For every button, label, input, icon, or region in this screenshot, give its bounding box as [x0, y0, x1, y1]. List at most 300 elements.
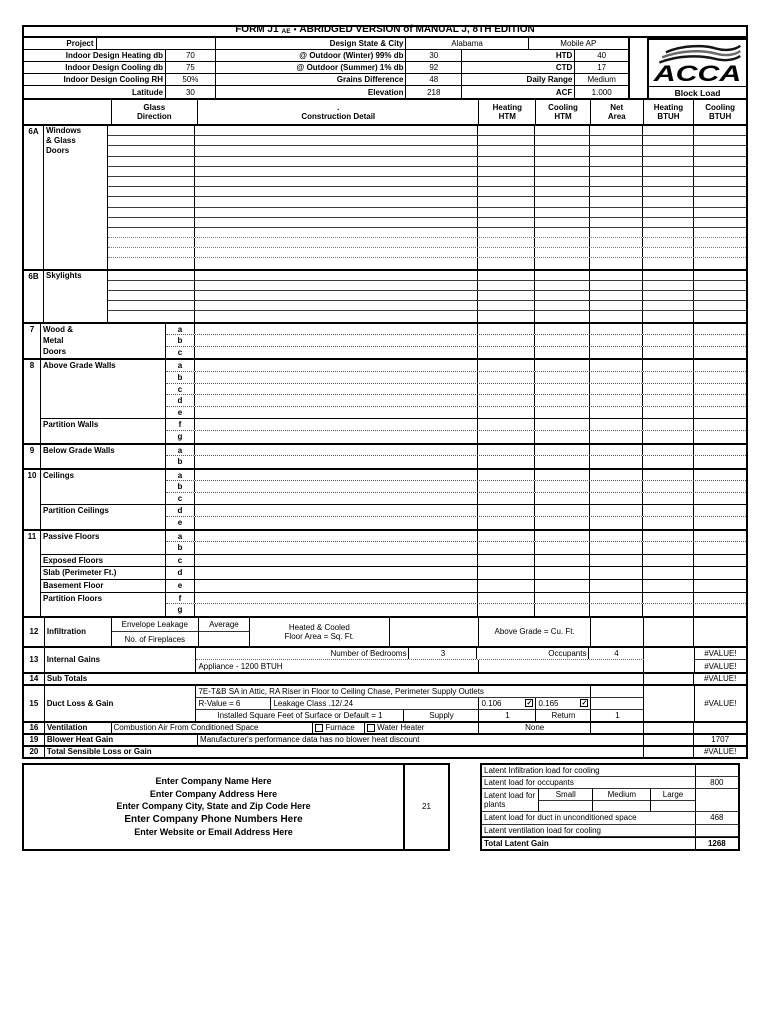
heating-btuh-cell[interactable] — [643, 531, 694, 542]
heating-btuh-cell[interactable] — [644, 618, 695, 646]
heating-btuh-cell[interactable] — [644, 735, 695, 745]
heating-htm-cell[interactable] — [478, 311, 535, 321]
net-area-cell[interactable] — [590, 431, 643, 443]
glass-direction-cell[interactable] — [108, 291, 195, 300]
floor-area-value-field[interactable] — [390, 618, 479, 646]
heating-btuh-cell[interactable] — [643, 493, 694, 505]
heating-htm-cell[interactable] — [478, 238, 535, 247]
construction-detail-cell[interactable] — [195, 360, 478, 371]
construction-detail-cell[interactable] — [195, 517, 478, 529]
net-area-cell[interactable] — [590, 580, 643, 592]
cooling-btuh-cell[interactable] — [694, 493, 746, 505]
construction-detail-cell[interactable] — [195, 567, 478, 579]
cooling-btuh-cell[interactable] — [694, 347, 746, 359]
header-value-field[interactable]: 48 — [406, 74, 462, 85]
cooling-htm-cell[interactable] — [535, 197, 590, 206]
header-value-field[interactable]: 50% — [166, 74, 216, 85]
heating-htm-cell[interactable] — [478, 542, 535, 554]
project-value-field[interactable] — [97, 38, 216, 49]
heating-htm-cell[interactable] — [478, 470, 535, 481]
heating-htm-cell[interactable] — [478, 567, 535, 579]
construction-detail-cell[interactable] — [195, 187, 478, 196]
heating-htm-cell[interactable] — [478, 324, 535, 335]
construction-detail-cell[interactable] — [195, 580, 478, 592]
construction-detail-cell[interactable] — [195, 395, 478, 406]
heating-btuh-cell[interactable] — [643, 407, 694, 419]
heating-htm-cell[interactable] — [478, 136, 535, 145]
cooling-htm-cell[interactable] — [535, 384, 590, 395]
glass-direction-cell[interactable] — [108, 208, 195, 217]
plant-size-large-field[interactable] — [651, 801, 694, 812]
plant-size-medium-field[interactable] — [593, 801, 650, 812]
heating-btuh-cell[interactable] — [643, 311, 694, 321]
glass-direction-cell[interactable] — [108, 238, 195, 247]
header-value-field[interactable]: 40 — [597, 51, 607, 60]
cooling-htm-cell[interactable] — [535, 157, 590, 166]
cooling-btuh-cell[interactable] — [694, 291, 746, 300]
cooling-btuh-cell[interactable] — [694, 228, 746, 237]
heating-htm-cell[interactable] — [478, 157, 535, 166]
net-area-cell[interactable] — [590, 324, 643, 335]
cooling-htm-cell[interactable] — [535, 218, 590, 227]
heating-htm-cell[interactable] — [478, 177, 535, 186]
heating-htm-cell[interactable] — [478, 281, 535, 290]
heating-htm-cell[interactable] — [478, 593, 535, 604]
cooling-btuh-cell[interactable] — [694, 580, 746, 592]
heating-htm-cell[interactable] — [478, 271, 535, 280]
construction-detail-cell[interactable] — [195, 197, 478, 206]
heating-btuh-cell[interactable] — [643, 470, 694, 481]
cooling-htm-cell[interactable] — [535, 248, 590, 257]
net-area-cell[interactable] — [590, 481, 643, 492]
heating-btuh-cell[interactable] — [643, 281, 694, 290]
heating-btuh-cell[interactable] — [643, 481, 694, 492]
heating-btuh-cell[interactable] — [643, 445, 694, 456]
heating-btuh-cell[interactable] — [643, 291, 694, 300]
ventilation-none-value[interactable]: None — [479, 723, 590, 733]
city-value-field[interactable]: Mobile AP — [560, 39, 597, 48]
heating-btuh-cell[interactable] — [643, 136, 694, 145]
net-area-cell[interactable] — [590, 177, 643, 186]
net-area-cell[interactable] — [590, 238, 643, 247]
cooling-btuh-cell[interactable] — [694, 360, 746, 371]
heating-btuh-cell[interactable] — [643, 197, 694, 206]
cooling-htm-cell[interactable] — [535, 258, 590, 268]
heating-factor-checkbox[interactable]: ✓ — [526, 699, 533, 707]
plant-size-small-field[interactable] — [539, 801, 592, 812]
construction-detail-cell[interactable] — [195, 470, 478, 481]
heating-htm-cell[interactable] — [478, 493, 535, 505]
construction-detail-cell[interactable] — [195, 456, 478, 468]
heating-htm-cell[interactable] — [478, 431, 535, 443]
heating-htm-cell[interactable] — [478, 187, 535, 196]
heating-btuh-cell[interactable] — [643, 419, 694, 430]
company-line[interactable]: Enter Company Name Here — [155, 776, 272, 787]
heating-htm-cell[interactable] — [478, 407, 535, 419]
net-area-cell[interactable] — [590, 372, 643, 383]
cooling-htm-cell[interactable] — [535, 372, 590, 383]
construction-detail-cell[interactable] — [195, 258, 478, 268]
heating-htm-cell[interactable] — [478, 258, 535, 268]
cooling-btuh-cell[interactable] — [694, 372, 746, 383]
cooling-htm-cell[interactable] — [535, 208, 590, 217]
net-area-cell[interactable] — [590, 291, 643, 300]
cooling-htm-cell[interactable] — [535, 456, 590, 468]
heating-btuh-cell[interactable] — [643, 324, 694, 335]
glass-direction-cell[interactable] — [108, 281, 195, 290]
heating-btuh-cell[interactable] — [643, 456, 694, 468]
net-area-cell[interactable] — [590, 167, 643, 176]
heating-btuh-cell[interactable] — [643, 567, 694, 579]
cooling-btuh-cell[interactable] — [694, 248, 746, 257]
cooling-btuh-cell[interactable] — [694, 258, 746, 268]
net-area-cell[interactable] — [590, 258, 643, 268]
cooling-btuh-cell[interactable] — [694, 187, 746, 196]
fireplaces-value-field[interactable] — [199, 632, 249, 646]
glass-direction-cell[interactable] — [108, 136, 195, 145]
cooling-btuh-cell[interactable] — [694, 542, 746, 554]
duct-blank-cell[interactable] — [591, 698, 644, 709]
construction-detail-cell[interactable] — [195, 384, 478, 395]
cooling-btuh-cell[interactable] — [694, 604, 746, 616]
cooling-htm-cell[interactable] — [535, 593, 590, 604]
construction-detail-cell[interactable] — [195, 136, 478, 145]
net-area-cell[interactable] — [590, 248, 643, 257]
construction-detail-cell[interactable] — [195, 157, 478, 166]
glass-direction-cell[interactable] — [108, 248, 195, 257]
heating-btuh-cell[interactable] — [643, 126, 694, 135]
heating-htm-cell[interactable] — [478, 456, 535, 468]
company-line[interactable]: Enter Company Address Here — [149, 788, 278, 799]
cooling-htm-cell[interactable] — [535, 531, 590, 542]
glass-direction-cell[interactable] — [108, 177, 195, 186]
cooling-btuh-cell[interactable] — [694, 126, 746, 135]
net-area-cell[interactable] — [590, 126, 643, 135]
net-area-cell[interactable] — [590, 218, 643, 227]
net-area-cell[interactable] — [590, 531, 643, 542]
construction-detail-cell[interactable] — [195, 593, 478, 604]
cooling-btuh-cell[interactable] — [694, 505, 746, 516]
leakage-value-field[interactable]: Average — [199, 618, 249, 633]
net-area-cell[interactable] — [590, 347, 643, 359]
cooling-htm-cell[interactable] — [535, 542, 590, 554]
heating-btuh-cell[interactable] — [644, 648, 694, 672]
header-value-field[interactable]: 17 — [597, 63, 607, 72]
cooling-htm-cell[interactable] — [535, 431, 590, 443]
cooling-htm-cell[interactable] — [535, 291, 590, 300]
net-area-cell[interactable] — [590, 445, 643, 456]
net-area-cell[interactable] — [590, 407, 643, 419]
bedrooms-value-field[interactable]: 3 — [409, 648, 477, 660]
cooling-btuh-cell[interactable] — [694, 567, 746, 579]
heating-btuh-cell[interactable] — [644, 674, 695, 684]
construction-detail-cell[interactable] — [195, 218, 478, 227]
cooling-btuh-cell[interactable] — [694, 167, 746, 176]
heating-htm-cell[interactable] — [478, 505, 535, 516]
heating-htm-cell[interactable] — [478, 301, 535, 310]
net-area-cell[interactable] — [590, 456, 643, 468]
cooling-btuh-cell[interactable] — [694, 431, 746, 443]
heating-htm-cell[interactable] — [478, 445, 535, 456]
cooling-btuh-cell[interactable] — [694, 324, 746, 335]
heating-htm-cell[interactable] — [478, 481, 535, 492]
construction-detail-cell[interactable] — [195, 505, 478, 516]
cooling-htm-cell[interactable] — [535, 311, 590, 321]
glass-direction-cell[interactable] — [108, 167, 195, 176]
glass-direction-cell[interactable] — [108, 271, 195, 280]
construction-detail-cell[interactable] — [195, 228, 478, 237]
net-area-cell[interactable] — [590, 301, 643, 310]
construction-detail-cell[interactable] — [195, 445, 478, 456]
glass-direction-cell[interactable] — [108, 311, 195, 321]
net-area-cell[interactable] — [591, 723, 644, 733]
net-area-cell[interactable] — [590, 470, 643, 481]
glass-direction-cell[interactable] — [108, 126, 195, 135]
heating-htm-cell[interactable] — [478, 335, 535, 346]
heating-btuh-cell[interactable] — [644, 723, 695, 733]
cooling-btuh-cell[interactable] — [694, 208, 746, 217]
glass-direction-cell[interactable] — [108, 258, 195, 268]
cooling-htm-cell[interactable] — [535, 271, 590, 280]
heating-btuh-cell[interactable] — [643, 347, 694, 359]
heating-btuh-cell[interactable] — [644, 747, 695, 757]
heating-btuh-cell[interactable] — [643, 301, 694, 310]
construction-detail-cell[interactable] — [195, 177, 478, 186]
company-line[interactable]: Enter Company City, State and Zip Code Here — [116, 801, 311, 812]
latent-infiltration-value-field[interactable] — [696, 765, 738, 776]
cooling-btuh-cell[interactable] — [694, 407, 746, 419]
header-value-field[interactable]: 75 — [166, 62, 216, 73]
cooling-htm-cell[interactable] — [535, 347, 590, 359]
latent-ventilation-value-field[interactable] — [696, 825, 738, 836]
net-area-cell[interactable] — [590, 360, 643, 371]
construction-detail-cell[interactable] — [195, 531, 478, 542]
cooling-htm-cell[interactable] — [535, 481, 590, 492]
cooling-btuh-cell[interactable] — [694, 177, 746, 186]
cooling-htm-cell[interactable] — [535, 517, 590, 529]
construction-detail-cell[interactable] — [195, 431, 478, 443]
heating-btuh-cell[interactable] — [643, 431, 694, 443]
cooling-htm-cell[interactable] — [535, 324, 590, 335]
cooling-btuh-cell[interactable] — [694, 335, 746, 346]
net-area-cell[interactable] — [590, 493, 643, 505]
net-area-cell[interactable] — [590, 335, 643, 346]
construction-detail-cell[interactable] — [195, 281, 478, 290]
construction-detail-cell[interactable] — [195, 555, 478, 567]
cooling-btuh-cell[interactable] — [694, 419, 746, 430]
cooling-btuh-cell[interactable] — [694, 301, 746, 310]
cooling-htm-cell[interactable] — [535, 445, 590, 456]
net-area-cell[interactable] — [590, 271, 643, 280]
heating-btuh-cell[interactable] — [643, 580, 694, 592]
construction-detail-cell[interactable] — [195, 291, 478, 300]
duct-blank-cell[interactable] — [591, 686, 644, 697]
water-heater-checkbox[interactable] — [367, 724, 375, 732]
cooling-btuh-cell[interactable] — [694, 238, 746, 247]
heating-btuh-cell[interactable] — [643, 360, 694, 371]
heating-btuh-cell[interactable] — [643, 177, 694, 186]
cooling-btuh-cell[interactable] — [694, 555, 746, 567]
construction-detail-cell[interactable] — [195, 493, 478, 505]
cooling-htm-cell[interactable] — [535, 555, 590, 567]
net-area-cell[interactable] — [590, 208, 643, 217]
supply-value-field[interactable]: 1 — [479, 710, 536, 721]
net-area-cell[interactable] — [590, 542, 643, 554]
cooling-btuh-cell[interactable] — [694, 136, 746, 145]
heating-btuh-cell[interactable] — [643, 258, 694, 268]
net-area-cell[interactable] — [590, 604, 643, 616]
glass-direction-cell[interactable] — [108, 187, 195, 196]
heating-htm-cell[interactable] — [478, 580, 535, 592]
cooling-btuh-cell[interactable] — [694, 197, 746, 206]
heating-htm-cell[interactable] — [478, 126, 535, 135]
glass-direction-cell[interactable] — [108, 146, 195, 155]
net-area-cell[interactable] — [590, 593, 643, 604]
heating-htm-cell[interactable] — [478, 372, 535, 383]
heating-htm-cell[interactable] — [478, 531, 535, 542]
heating-btuh-cell[interactable] — [643, 238, 694, 247]
heating-htm-cell[interactable] — [478, 517, 535, 529]
heating-btuh-cell[interactable] — [643, 167, 694, 176]
heating-htm-cell[interactable] — [478, 218, 535, 227]
cooling-btuh-cell[interactable] — [694, 395, 746, 406]
net-area-cell[interactable] — [590, 517, 643, 529]
heating-btuh-cell[interactable] — [643, 505, 694, 516]
heating-htm-cell[interactable] — [478, 419, 535, 430]
header-value-field[interactable]: 70 — [166, 50, 216, 61]
heating-btuh-cell[interactable] — [644, 686, 694, 721]
net-area-cell[interactable] — [590, 395, 643, 406]
net-area-cell[interactable] — [590, 157, 643, 166]
construction-detail-cell[interactable] — [195, 324, 478, 335]
net-area-cell[interactable] — [590, 281, 643, 290]
return-value-field[interactable]: 1 — [591, 710, 644, 721]
glass-direction-cell[interactable] — [108, 301, 195, 310]
cooling-htm-cell[interactable] — [535, 136, 590, 145]
heating-btuh-cell[interactable] — [643, 372, 694, 383]
state-value-field[interactable]: Alabama — [406, 38, 528, 49]
construction-detail-cell[interactable] — [195, 604, 478, 616]
heating-htm-cell[interactable] — [478, 555, 535, 567]
net-area-cell[interactable] — [590, 228, 643, 237]
construction-detail-cell[interactable] — [195, 335, 478, 346]
glass-direction-cell[interactable] — [108, 218, 195, 227]
cooling-htm-cell[interactable] — [535, 281, 590, 290]
header-value-field[interactable]: 1.000 — [591, 87, 612, 97]
net-area-cell[interactable] — [591, 618, 644, 646]
glass-direction-cell[interactable] — [108, 228, 195, 237]
cooling-htm-cell[interactable] — [535, 187, 590, 196]
header-value-field[interactable]: 30 — [406, 50, 462, 61]
cooling-htm-cell[interactable] — [535, 301, 590, 310]
cooling-btuh-cell[interactable] — [694, 470, 746, 481]
heating-btuh-cell[interactable] — [643, 271, 694, 280]
construction-detail-cell[interactable] — [195, 542, 478, 554]
cooling-htm-cell[interactable] — [535, 395, 590, 406]
cooling-btuh-cell[interactable] — [694, 311, 746, 321]
header-value-field[interactable]: 30 — [166, 86, 216, 98]
latent-plants-value-field[interactable] — [696, 789, 738, 811]
cooling-htm-cell[interactable] — [535, 567, 590, 579]
net-area-cell[interactable] — [590, 505, 643, 516]
heating-btuh-cell[interactable] — [643, 208, 694, 217]
cooling-htm-cell[interactable] — [535, 177, 590, 186]
heating-btuh-cell[interactable] — [643, 542, 694, 554]
heating-htm-cell[interactable] — [478, 167, 535, 176]
construction-detail-cell[interactable] — [195, 311, 478, 321]
heating-htm-cell[interactable] — [478, 384, 535, 395]
heating-btuh-cell[interactable] — [643, 517, 694, 529]
construction-detail-cell[interactable] — [195, 167, 478, 176]
construction-detail-cell[interactable] — [195, 126, 478, 135]
heating-htm-cell[interactable] — [478, 146, 535, 155]
heating-btuh-cell[interactable] — [643, 604, 694, 616]
cooling-htm-cell[interactable] — [535, 167, 590, 176]
cooling-htm-cell[interactable] — [535, 407, 590, 419]
construction-detail-cell[interactable] — [195, 238, 478, 247]
occupants-value-field[interactable]: 4 — [589, 648, 644, 660]
heating-btuh-cell[interactable] — [643, 187, 694, 196]
heating-htm-cell[interactable] — [478, 208, 535, 217]
construction-detail-cell[interactable] — [195, 372, 478, 383]
heating-btuh-cell[interactable] — [643, 248, 694, 257]
glass-direction-cell[interactable] — [108, 157, 195, 166]
construction-detail-cell[interactable] — [195, 248, 478, 257]
heating-btuh-cell[interactable] — [643, 335, 694, 346]
cooling-btuh-cell[interactable] — [694, 218, 746, 227]
heating-htm-cell[interactable] — [478, 347, 535, 359]
header-value-field[interactable]: 218 — [406, 86, 462, 98]
construction-detail-cell[interactable] — [195, 271, 478, 280]
cooling-btuh-cell[interactable] — [694, 384, 746, 395]
header-value-field[interactable]: Medium — [587, 75, 616, 84]
heating-htm-cell[interactable] — [478, 360, 535, 371]
construction-detail-cell[interactable] — [195, 481, 478, 492]
heating-btuh-cell[interactable] — [643, 218, 694, 227]
net-area-cell[interactable] — [590, 187, 643, 196]
cooling-btuh-cell[interactable] — [694, 146, 746, 155]
heating-btuh-cell[interactable] — [643, 228, 694, 237]
heating-btuh-cell[interactable] — [643, 157, 694, 166]
cooling-btuh-cell[interactable] — [694, 618, 746, 646]
net-area-cell[interactable] — [590, 311, 643, 321]
heating-btuh-cell[interactable] — [643, 555, 694, 567]
net-area-cell[interactable] — [590, 197, 643, 206]
construction-detail-cell[interactable] — [195, 407, 478, 419]
construction-detail-cell[interactable] — [195, 301, 478, 310]
glass-direction-cell[interactable] — [108, 197, 195, 206]
heating-htm-cell[interactable] — [478, 197, 535, 206]
net-area-cell[interactable] — [590, 567, 643, 579]
company-line[interactable]: Enter Company Phone Numbers Here — [124, 813, 303, 825]
cooling-btuh-cell[interactable] — [694, 445, 746, 456]
appliance-value-field[interactable] — [479, 660, 644, 672]
heating-btuh-cell[interactable] — [643, 395, 694, 406]
net-area-cell[interactable] — [590, 419, 643, 430]
cooling-htm-cell[interactable] — [535, 580, 590, 592]
cooling-btuh-cell[interactable] — [694, 723, 746, 733]
heating-htm-cell[interactable] — [478, 604, 535, 616]
cooling-htm-cell[interactable] — [535, 360, 590, 371]
cooling-btuh-cell[interactable] — [694, 481, 746, 492]
construction-detail-cell[interactable] — [195, 419, 478, 430]
cooling-htm-cell[interactable] — [535, 228, 590, 237]
heating-htm-cell[interactable] — [478, 248, 535, 257]
heating-htm-cell[interactable] — [478, 228, 535, 237]
cooling-htm-cell[interactable] — [535, 126, 590, 135]
cooling-btuh-cell[interactable] — [694, 456, 746, 468]
net-area-cell[interactable] — [590, 136, 643, 145]
